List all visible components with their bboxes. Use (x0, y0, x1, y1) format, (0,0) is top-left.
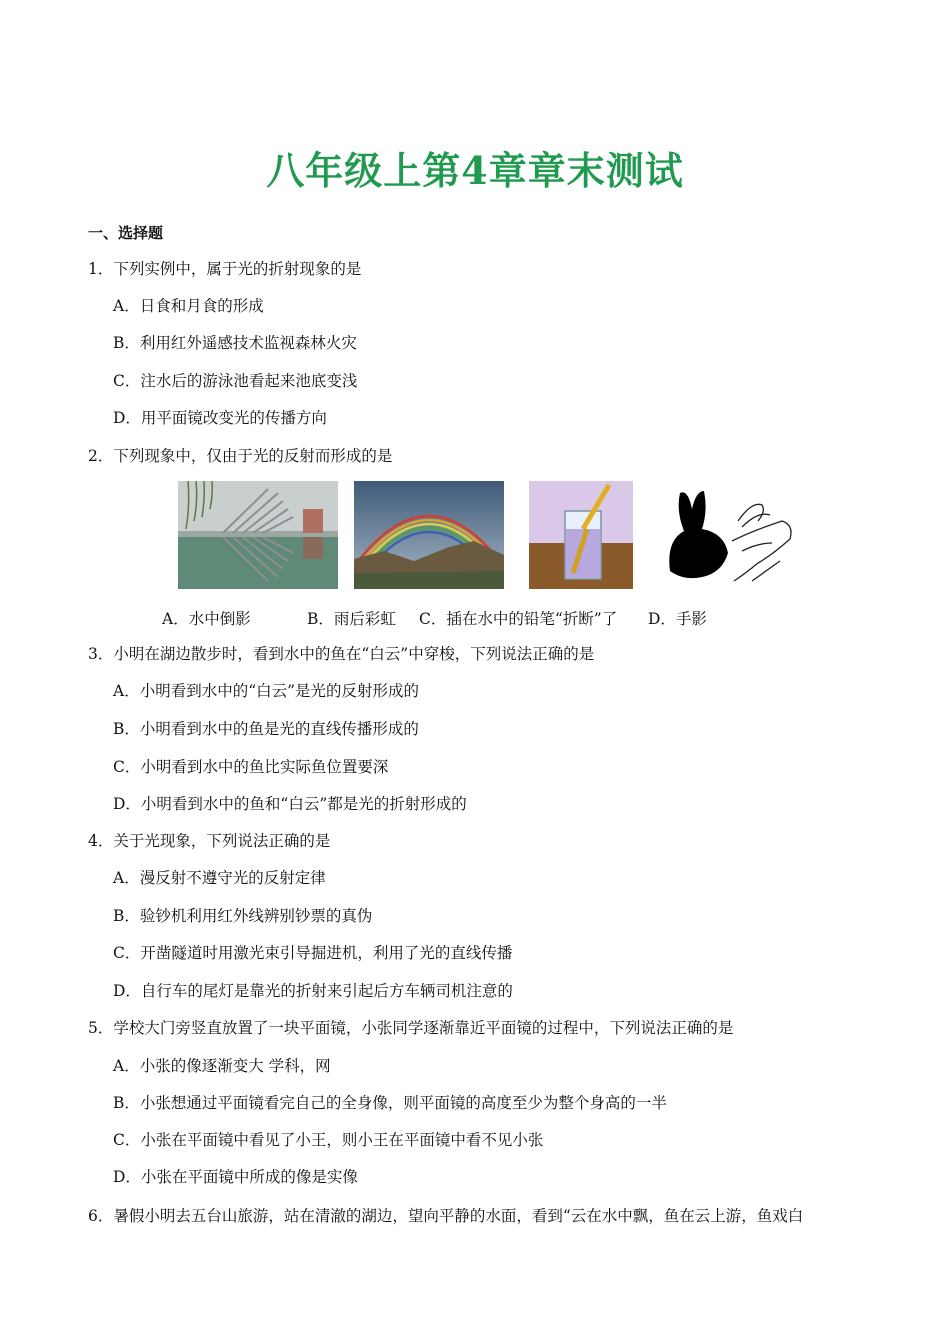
pencil-in-glass-image (529, 481, 633, 589)
q1-option-b: B．利用红外遥感技术监视森林火灾 (113, 334, 357, 352)
q5-option-b: B．小张想通过平面镜看完自己的全身像，则平面镜的高度至少为整个身高的一半 (113, 1094, 667, 1112)
rainbow-image (354, 481, 504, 589)
q3-option-c: C．小明看到水中的鱼比实际鱼位置要深 (113, 758, 389, 776)
q3-option-b: B．小明看到水中的鱼是光的直线传播形成的 (113, 720, 419, 738)
q5-option-c: C．小张在平面镜中看见了小王，则小王在平面镜中看不见小张 (113, 1131, 544, 1149)
q4-option-d: D．自行车的尾灯是靠光的折射来引起后方车辆司机注意的 (113, 982, 513, 1000)
q1-option-a: A．日食和月食的形成 (113, 297, 264, 315)
q3-option-d: D．小明看到水中的鱼和“白云”都是光的折射形成的 (113, 795, 467, 813)
q4-option-a: A．漫反射不遵守光的反射定律 (113, 869, 326, 887)
q1-option-c: C．注水后的游泳池看起来池底变浅 (113, 372, 358, 390)
q1-option-d: D．用平面镜改变光的传播方向 (113, 409, 327, 427)
q4-option-c: C．开凿隧道时用激光束引导掘进机，利用了光的直线传播 (113, 944, 513, 962)
question-stem-6: 6．暑假小明去五台山旅游，站在清澈的湖边，望向平静的水面，看到“云在水中飘，鱼在云上游，鱼戏白 (88, 1207, 804, 1225)
question-stem-2: 2．下列现象中，仅由于光的反射而形成的是 (88, 447, 393, 465)
question-stem-1: 1．下列实例中，属于光的折射现象的是 (88, 260, 362, 278)
section-heading: 一、选择题 (88, 224, 164, 242)
q2-caption-a: A．水中倒影 (162, 610, 251, 628)
q2-caption-c: C．插在水中的铅笔“折断”了 (419, 610, 618, 628)
reflection-image (178, 481, 338, 589)
page-title: 八年级上第4章章末测试 (266, 148, 684, 193)
q2-caption-b: B．雨后彩虹 (307, 610, 396, 628)
question-stem-5: 5．学校大门旁竖直放置了一块平面镜，小张同学逐渐靠近平面镜的过程中，下列说法正确的是 (88, 1019, 734, 1037)
question-stem-3: 3．小明在湖边散步时，看到水中的鱼在“白云”中穿梭，下列说法正确的是 (88, 645, 595, 663)
q5-option-d: D．小张在平面镜中所成的像是实像 (113, 1168, 358, 1186)
q3-option-a: A．小明看到水中的“白云”是光的反射形成的 (113, 682, 420, 700)
hand-shadow-image (662, 481, 798, 589)
question-stem-4: 4．关于光现象，下列说法正确的是 (88, 832, 331, 850)
q2-caption-d: D．手影 (648, 610, 707, 628)
q4-option-b: B．验钞机利用红外线辨别钞票的真伪 (113, 907, 373, 925)
q5-option-a: A．小张的像逐渐变大 学科，网 (113, 1057, 331, 1075)
